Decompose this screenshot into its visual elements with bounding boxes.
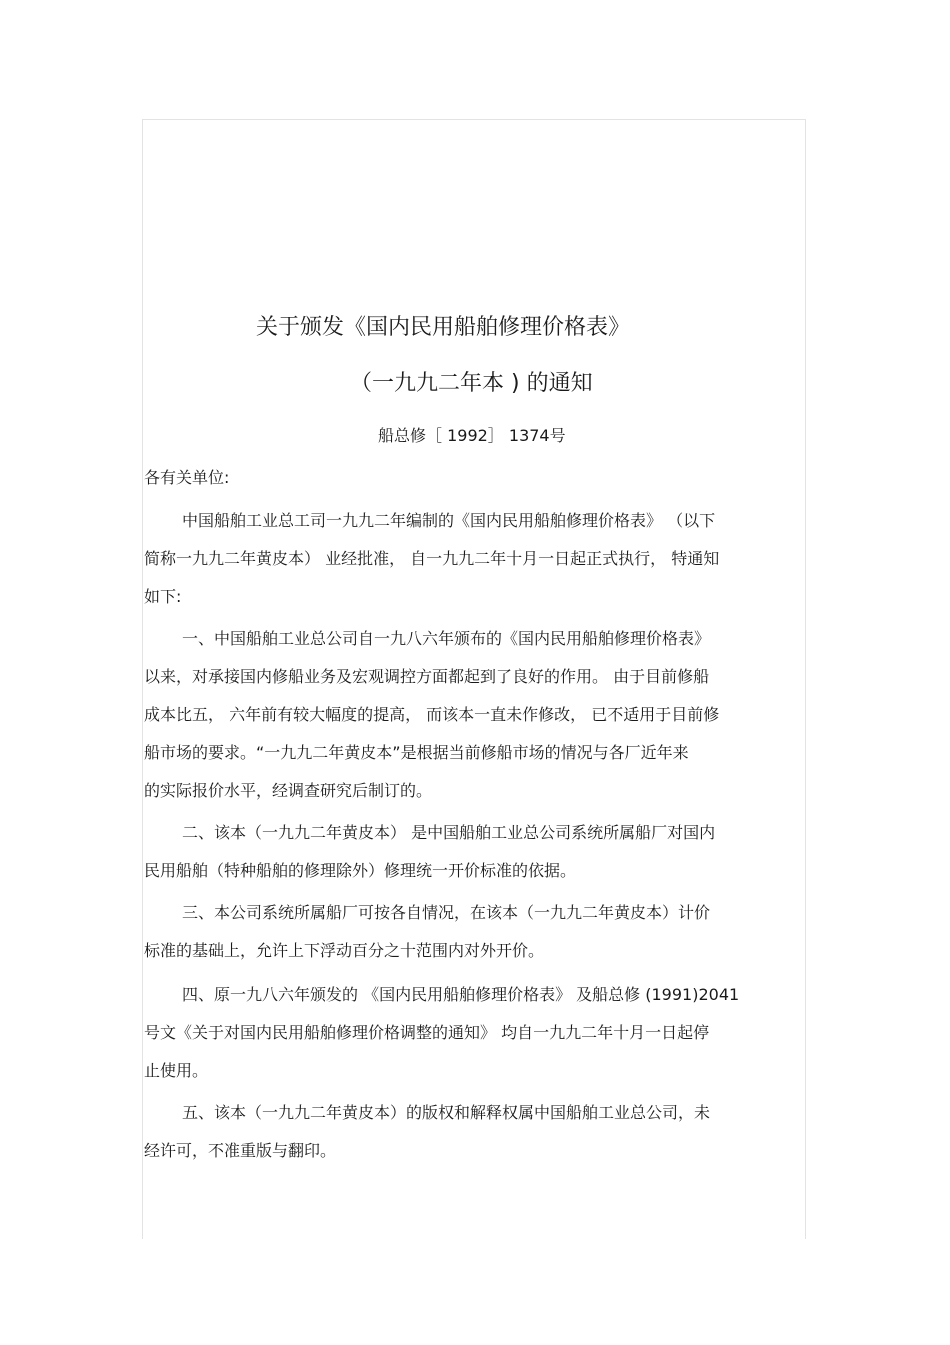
item-3-paragraph — [144, 894, 808, 970]
item-1-paragraph — [144, 620, 808, 810]
item-1-line: 船市场的要求。“一九九二年黄皮本”是根据当前修船市场的情况与各厂近年来 — [144, 743, 689, 762]
item-5-paragraph — [144, 1094, 808, 1170]
item-1-line: 的实际报价水平，经调查研究后制订的。 — [144, 781, 433, 800]
item-1-line: 以来，对承接国内修船业务及宏观调控方面都起到了良好的作用。 由于目前修船 — [144, 667, 710, 686]
item-5-line: 经许可，不准重版与翻印。 — [144, 1141, 337, 1160]
item-3-line: 标准的基础上，允许上下浮动百分之十范围内对外开价。 — [144, 941, 545, 960]
item-4-paragraph — [144, 976, 808, 1090]
item-1-line: 一、中国船舶工业总公司自一九八六年颁布的《国内民用船舶修理价格表》 — [182, 629, 711, 648]
document-title: 关于颁发《国内民用船舶修理价格表》 — [256, 315, 631, 340]
item-4-line: 止使用。 — [144, 1061, 209, 1080]
intro-line: 中国船舶工业总工司一九九二年编制的《国内民用船舶修理价格表》 （以下 — [182, 511, 716, 530]
item-5-line: 五、该本（一九九二年黄皮本）的版权和解释权属中国船舶工业总公司，未 — [182, 1103, 711, 1122]
intro-line: 如下: — [144, 587, 182, 606]
document-number: 船总修［ 1992］ 1374号 — [378, 426, 566, 445]
item-3-line: 三、本公司系统所属船厂可按各自情况，在该本（一九九二年黄皮本）计价 — [182, 903, 711, 922]
item-4-line: 号文《关于对国内民用船舶修理价格调整的通知》 均自一九九二年十月一日起停 — [144, 1023, 710, 1042]
item-1-line: 成本比五， 六年前有较大幅度的提高， 而该本一直未作修改， 已不适用于目前修 — [144, 705, 720, 724]
document-subtitle: （一九九二年本 ) 的通知 — [350, 371, 593, 396]
item-2-line: 二、该本（一九九二年黄皮本） 是中国船舶工业总公司系统所属船厂对国内 — [182, 823, 716, 842]
item-2-paragraph — [144, 814, 808, 890]
item-4-line: 四、原一九八六年颁发的 《国内民用船舶修理价格表》 及船总修 (1991)2041 — [182, 985, 740, 1004]
item-2-line: 民用船舶（特种船舶的修理除外）修理统一开价标准的依据。 — [144, 861, 577, 880]
intro-paragraph — [144, 502, 808, 616]
intro-line: 简称一九九二年黄皮本） 业经批准， 自一九九二年十月一日起正式执行， 特通知 — [144, 549, 720, 568]
recipient-line: 各有关单位: — [144, 468, 230, 487]
